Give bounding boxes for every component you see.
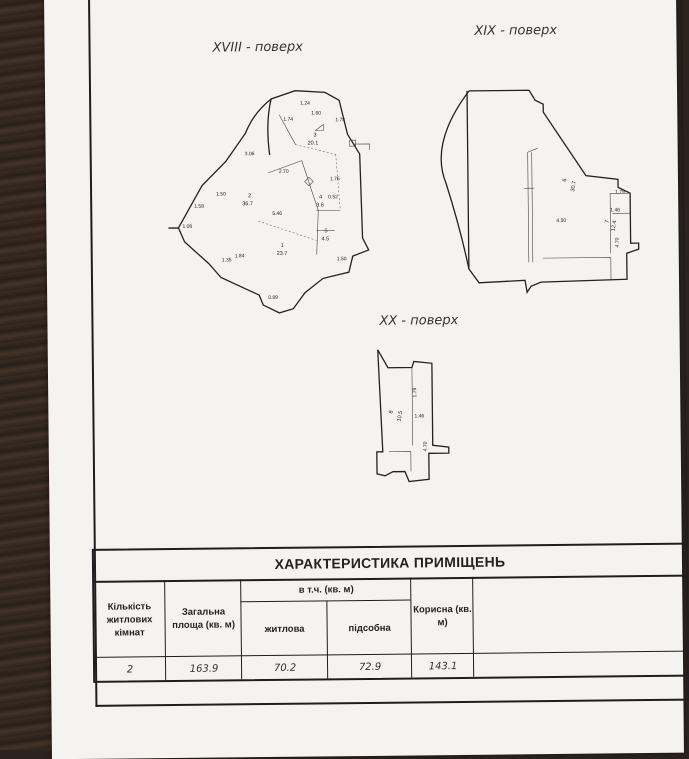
value-auxiliary: 72.9 (329, 656, 411, 679)
dim-8: 1.75 (330, 176, 340, 182)
value-living: 70.2 (243, 656, 327, 679)
room-7-area: 12.4 (611, 220, 619, 232)
dim-10: 1.58 (194, 204, 204, 210)
room-2-area: 36.7 (242, 201, 253, 207)
header-living: житлова (242, 602, 327, 655)
floor-plans (88, 0, 686, 537)
dim-14: 0.52 (328, 194, 338, 200)
table-title: ХАРАКТЕРИСТИКА ПРИМІЩЕНЬ (94, 545, 686, 583)
characteristics-table (92, 543, 689, 683)
dim-7: 2.70 (279, 169, 289, 175)
room-3-number: 3 (313, 132, 316, 138)
dim-19-1: 1.79 (615, 189, 625, 195)
plan-19-partitions (528, 147, 631, 280)
room-4-number: 4 (319, 194, 322, 200)
plan-floor-19 (440, 89, 639, 293)
room-8-area: 10.5 (397, 410, 405, 422)
dim-13: 1.84 (235, 253, 245, 259)
dim-15: 0.89 (268, 295, 278, 301)
document-sheet (44, 0, 684, 759)
floor-19-heading: XIX - поверх (473, 23, 557, 39)
dim-2: 1.74 (283, 117, 293, 123)
value-useful-area: 143.1 (413, 655, 473, 678)
plan-floor-18 (167, 90, 371, 314)
header-rooms-count: Кількість житлових кімнат (94, 582, 165, 657)
plan-18-partitions (267, 114, 340, 255)
dim-19-2: 1.46 (610, 207, 620, 213)
room-6-area: 30.7 (570, 181, 578, 193)
room-1-area: 23.7 (277, 251, 288, 257)
header-total-area: Загальна площа (кв. м) (166, 581, 241, 656)
value-total-area: 163.9 (167, 657, 241, 680)
room-4-area: 3.6 (316, 202, 324, 208)
plan-floor-20 (376, 349, 449, 482)
dim-12: 1.35 (222, 257, 232, 263)
dim-19-4: 4.70 (615, 237, 621, 247)
room-7-number: 7 (604, 220, 610, 224)
room-1-number: 1 (281, 243, 284, 249)
dim-4: 1.78 (335, 117, 345, 123)
dim-20-2: 1.46 (414, 413, 424, 419)
floor-20-heading: XX - поверх (378, 313, 458, 329)
header-including: в т.ч. (кв. м) (242, 578, 410, 602)
dim-3: 1.60 (311, 110, 321, 116)
header-useful-area: Корисна (кв. м) (412, 579, 473, 654)
dim-20-1: 1.79 (412, 387, 418, 397)
dim-20-3: 4.70 (423, 441, 429, 451)
plan-19-curved-wall (440, 91, 470, 269)
header-auxiliary: підсобна (328, 602, 411, 655)
room-5-area: 4.5 (322, 236, 330, 242)
plan-18-bay-wall (268, 99, 272, 155)
value-rooms-count: 2 (95, 658, 165, 681)
floor-18-heading: XVIII - поверх (211, 40, 303, 56)
room-2-number: 2 (248, 193, 251, 199)
plan-19-outline (467, 89, 639, 293)
plan-18-dashed-lines (258, 144, 341, 241)
dim-11: 1.08 (182, 224, 192, 230)
plan-18-details (315, 124, 355, 146)
room-6-number: 6 (562, 178, 568, 182)
room-5-number: 5 (324, 228, 327, 234)
room-3-area: 20.1 (308, 140, 319, 146)
dim-6: 1.50 (216, 191, 226, 197)
dim-19-3: 4.50 (556, 218, 566, 224)
dim-5: 3.06 (245, 151, 255, 157)
dim-16: 1.50 (337, 256, 347, 262)
room-8-number: 8 (388, 410, 394, 414)
dim-1: 1.24 (300, 101, 310, 107)
dim-9: 5.46 (272, 211, 282, 217)
